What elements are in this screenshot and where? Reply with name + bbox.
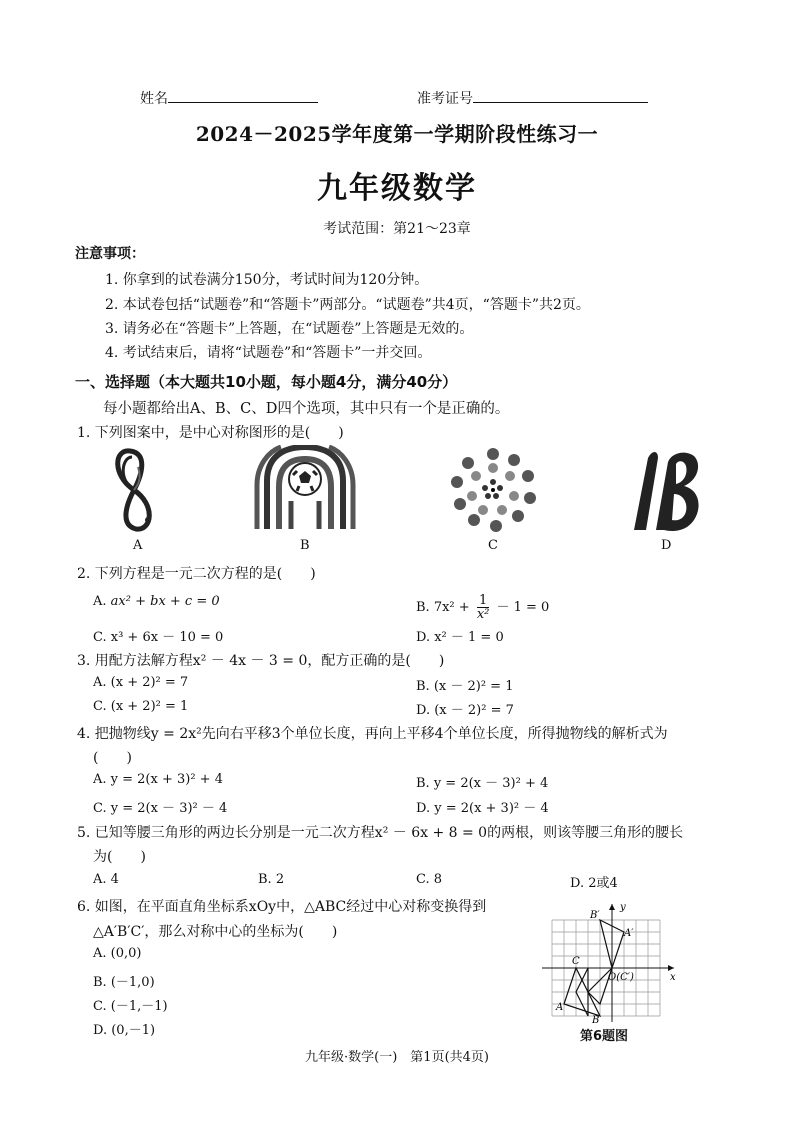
notice-item: 3. 请务必在“答题卡”上答题，在“试题卷”上答题是无效的。 bbox=[105, 321, 474, 337]
subject-title: 九年级数学 bbox=[317, 171, 477, 206]
q3-option-c[interactable]: C. (x + 2)² = 1 bbox=[93, 699, 189, 714]
q3-option-d[interactable]: D. (x － 2)² = 7 bbox=[416, 703, 514, 718]
q1-label-c: C bbox=[488, 538, 498, 553]
q1-figure-c bbox=[450, 446, 536, 532]
option-label: B. 7x² + bbox=[416, 600, 470, 615]
q3-option-a[interactable]: A. (x + 2)² = 7 bbox=[93, 675, 189, 690]
q4-answer-paren: ( ) bbox=[93, 750, 132, 766]
q2-option-d[interactable]: D. x² － 1 = 0 bbox=[416, 630, 504, 645]
q5-option-c[interactable]: C. 8 bbox=[416, 872, 443, 887]
label-y-axis: y bbox=[620, 902, 626, 913]
fraction bbox=[477, 594, 490, 621]
option-text: ax² + bx + c = 0 bbox=[110, 594, 220, 609]
q2-option-c[interactable]: C. x³ + 6x － 10 = 0 bbox=[93, 630, 224, 645]
q4-option-d[interactable]: D. y = 2(x + 3)² － 4 bbox=[416, 801, 549, 816]
q6-figure bbox=[538, 898, 680, 1024]
label-b-prime: B′ bbox=[590, 910, 600, 921]
label-b: B bbox=[592, 1015, 600, 1024]
q6-option-d[interactable]: D. (0,－1) bbox=[93, 1023, 156, 1038]
q5-option-a[interactable]: A. 4 bbox=[93, 872, 119, 887]
exam-number-blank[interactable] bbox=[473, 88, 648, 103]
q1-figure-b bbox=[253, 445, 357, 533]
q6-option-b[interactable]: B. (－1,0) bbox=[93, 975, 155, 990]
q2-option-a[interactable] bbox=[93, 594, 220, 609]
q6-figure-caption: 第6题图 bbox=[580, 1029, 629, 1044]
fraction-numerator: 1 bbox=[477, 594, 490, 608]
name-blank[interactable] bbox=[168, 88, 318, 103]
label-x-axis: x bbox=[670, 972, 676, 983]
label-a: A bbox=[556, 1002, 564, 1013]
q4-option-c[interactable]: C. y = 2(x － 3)² － 4 bbox=[93, 801, 228, 816]
exam-number-field[interactable] bbox=[417, 88, 648, 108]
page-footer: 九年级·数学(一) 第1页(共4页) bbox=[305, 1050, 489, 1065]
q1-label-d: D bbox=[661, 538, 672, 553]
q6-stem: 6. 如图，在平面直角坐标系xOy中，△ABC经过中心对称变换得到 bbox=[77, 899, 487, 915]
notice-item: 4. 考试结束后，请将“试题卷”和“答题卡”一并交回。 bbox=[105, 345, 432, 361]
q5-option-d[interactable]: D. 2或4 bbox=[570, 876, 618, 891]
name-field[interactable] bbox=[140, 88, 318, 108]
exam-title: 2024－2025学年度第一学期阶段性练习一 bbox=[195, 122, 599, 146]
q4-stem: 4. 把抛物线y = 2x²先向右平移3个单位长度，再向上平移4个单位长度，所得抛物线的解析式为 bbox=[77, 726, 668, 742]
q5-stem: 5. 已知等腰三角形的两边长分别是一元二次方程x² － 6x + 8 = 0的两根，则该等腰三角形的腰长 bbox=[77, 825, 684, 841]
q1-label-b: B bbox=[300, 538, 310, 553]
q5-stem-continued: 为( ) bbox=[93, 849, 146, 865]
exam-number-label: 准考证号 bbox=[417, 91, 473, 107]
q1-stem: 1. 下列图案中，是中心对称图形的是( ) bbox=[77, 425, 344, 441]
q3-option-b[interactable]: B. (x － 2)² = 1 bbox=[416, 679, 514, 694]
q6-option-c[interactable]: C. (－1,－1) bbox=[93, 999, 168, 1014]
name-label: 姓名 bbox=[140, 91, 168, 107]
notice-item: 2. 本试卷包括“试题卷”和“答题卡”两部分。“试题卷”共4页，“答题卡”共2页。 bbox=[105, 297, 590, 313]
q4-option-b[interactable]: B. y = 2(x － 3)² + 4 bbox=[416, 776, 549, 791]
q6-option-a[interactable]: A. (0,0) bbox=[93, 946, 142, 961]
label-a-prime: A′ bbox=[624, 928, 634, 939]
q6-stem-continued: △A′B′C′，那么对称中心的坐标为( ) bbox=[93, 924, 338, 940]
option-text: － 1 = 0 bbox=[496, 600, 550, 615]
q4-option-a[interactable]: A. y = 2(x + 3)² + 4 bbox=[93, 772, 223, 787]
label-c: C bbox=[572, 956, 580, 967]
q3-stem: 3. 用配方法解方程x² － 4x － 3 = 0，配方正确的是( ) bbox=[77, 653, 445, 669]
section-heading: 一、选择题（本大题共10小题，每小题4分，满分40分） bbox=[75, 373, 458, 391]
option-label: A. bbox=[93, 594, 107, 609]
exam-scope: 考试范围：第21～23章 bbox=[323, 221, 471, 237]
q2-stem: 2. 下列方程是一元二次方程的是( ) bbox=[77, 566, 316, 582]
q1-label-a: A bbox=[133, 538, 143, 553]
q2-option-b[interactable] bbox=[416, 594, 549, 621]
q5-option-b[interactable]: B. 2 bbox=[258, 872, 285, 887]
q1-figure-a bbox=[108, 445, 160, 535]
fraction-denominator: x² bbox=[476, 607, 490, 622]
q1-figure-d bbox=[628, 448, 704, 532]
notice-item: 1. 你拿到的试卷满分150分，考试时间为120分钟。 bbox=[105, 272, 429, 288]
section-intro: 每小题都给出A、B、C、D四个选项，其中只有一个是正确的。 bbox=[103, 401, 510, 417]
notice-heading: 注意事项： bbox=[75, 246, 145, 262]
label-origin: O(C′) bbox=[608, 972, 634, 983]
